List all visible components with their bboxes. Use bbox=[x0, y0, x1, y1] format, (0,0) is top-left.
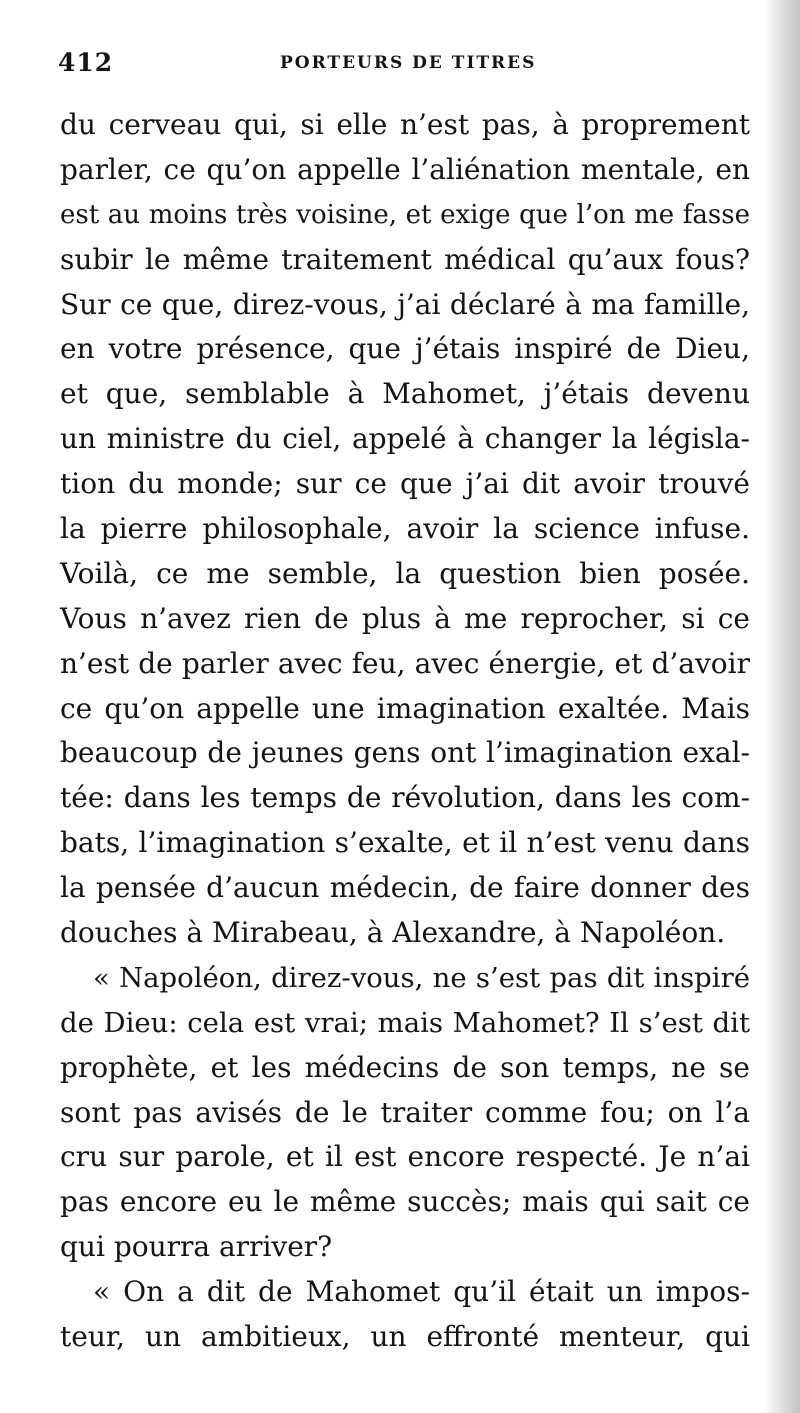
text-line: ce qu’on appelle une imagination exaltée. Mais bbox=[60, 691, 750, 725]
text-line: parler, ce qu’on appelle l’aliénation mentale, en bbox=[60, 152, 750, 186]
running-title: PORTEURS DE TITRES bbox=[280, 53, 537, 73]
text-line: tion du monde; sur ce que j’ai dit avoir trouvé bbox=[60, 467, 750, 501]
page-edge-shadow bbox=[764, 0, 800, 1413]
running-header bbox=[58, 48, 758, 88]
text-line: douches à Mirabeau, à Alexandre, à Napoléon. bbox=[60, 916, 726, 950]
text-line: « On a dit de Mahomet qu’il était un impos- bbox=[93, 1275, 750, 1309]
text-line: prophète, et les médecins de son temps, ne se bbox=[60, 1050, 750, 1084]
text-line: la pierre philosophale, avoir la science infuse. bbox=[60, 512, 750, 546]
text-line: Voilà, ce me semble, la question bien posée. bbox=[60, 556, 750, 590]
text-line: cru sur parole, et il est encore respecté. Je n’ai bbox=[60, 1140, 750, 1174]
text-line: et que, semblable à Mahomet, j’étais devenu bbox=[60, 377, 750, 411]
text-line: du cerveau qui, si elle n’est pas, à proprement bbox=[60, 108, 750, 141]
text-line: « Napoléon, direz-vous, ne s’est pas dit inspiré bbox=[93, 961, 750, 994]
text-line: tée: dans les temps de révolution, dans les com- bbox=[60, 781, 750, 815]
text-line: subir le même traitement médical qu’aux fous? bbox=[60, 242, 750, 276]
body-text bbox=[60, 103, 750, 1360]
text-line: Vous n’avez rien de plus à me reprocher, si ce bbox=[60, 601, 750, 635]
text-line: un ministre du ciel, appelé à changer la législa- bbox=[60, 422, 750, 456]
text-line: n’est de parler avec feu, avec énergie, et d’avoir bbox=[60, 646, 750, 680]
page-number: 412 bbox=[58, 48, 114, 77]
text-line: Sur ce que, direz-vous, j’ai déclaré à ma famille, bbox=[60, 287, 750, 321]
text-line: de Dieu: cela est vrai; mais Mahomet? Il s’est dit bbox=[60, 1006, 750, 1039]
text-line: en votre présence, que j’étais inspiré de Dieu, bbox=[60, 332, 750, 366]
text-line: teur, un ambitieux, un effronté menteur, qui bbox=[60, 1320, 750, 1354]
text-line: bats, l’imagination s’exalte, et il n’est venu dans bbox=[60, 826, 750, 860]
text-line: sont pas avisés de le traiter comme fou; on l’a bbox=[60, 1095, 750, 1129]
text-line: la pensée d’aucun médecin, de faire donner des bbox=[60, 871, 750, 905]
text-line: beaucoup de jeunes gens ont l’imagination exal- bbox=[60, 736, 750, 770]
text-line: est au moins très voisine, et exige que l’on me fasse bbox=[60, 199, 750, 230]
text-line: qui pourra arriver? bbox=[60, 1230, 333, 1264]
text-line: pas encore eu le même succès; mais qui sait ce bbox=[60, 1185, 750, 1219]
